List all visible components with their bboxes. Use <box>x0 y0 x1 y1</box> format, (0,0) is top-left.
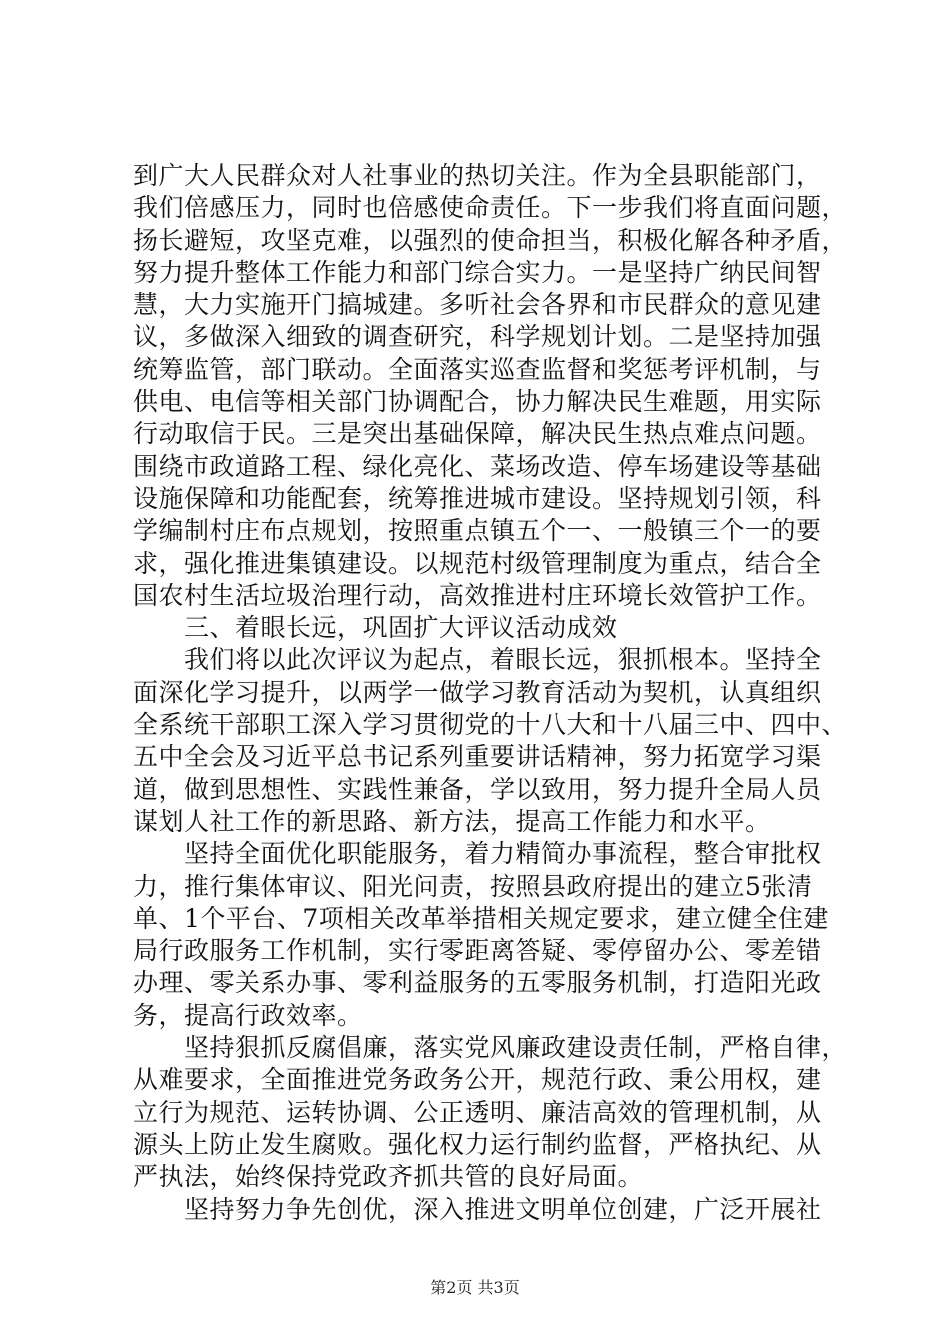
text-line: 设施保障和功能配套，统筹推进城市建设。坚持规划引领，科 <box>133 483 822 513</box>
text-line: 到广大人民群众对人社事业的热切关注。作为全县职能部门， <box>133 161 822 190</box>
page-footer: 第2页 共3页 <box>430 1278 520 1297</box>
text-line: 扬长避短，攻坚克难，以强烈的使命担当，积极化解各种矛盾， <box>133 225 848 255</box>
text-line: 力，推行集体审议、阳光问责，按照县政府提出的建立5张清 <box>133 871 813 901</box>
text-line: 议，多做深入细致的调查研究，科学规划计划。二是坚持加强 <box>133 322 822 352</box>
text-line: 国农村生活垃圾治理行动，高效推进村庄环境长效管护工作。 <box>133 580 822 610</box>
text-line: 行动取信于民。三是突出基础保障，解决民生热点难点问题。 <box>133 419 822 449</box>
text-line: 我们将以此次评议为起点，着眼长远，狠抓根本。坚持全 <box>133 645 822 675</box>
text-line: 源头上防止发生腐败。强化权力运行制约监督，严格执纪、从 <box>133 1129 822 1159</box>
text-line: 坚持努力争先创优，深入推进文明单位创建，广泛开展社 <box>133 1194 822 1224</box>
text-line: 我们倍感压力，同时也倍感使命责任。下一步我们将直面问题， <box>133 193 848 223</box>
text-line: 道，做到思想性、实践性兼备，学以致用，努力提升全局人员 <box>133 774 822 804</box>
text-line: 局行政服务工作机制，实行零距离答疑、零停留办公、零差错 <box>133 936 822 966</box>
text-line: 坚持全面优化职能服务，着力精简办事流程，整合审批权 <box>133 839 822 869</box>
text-line: 务，提高行政效率。 <box>133 1000 363 1030</box>
text-line: 努力提升整体工作能力和部门综合实力。一是坚持广纳民间智 <box>133 257 822 287</box>
text-line: 严执法，始终保持党政齐抓共管的良好局面。 <box>133 1162 644 1192</box>
text-line: 求，强化推进集镇建设。以规范村级管理制度为重点，结合全 <box>133 548 822 578</box>
text-line: 办理、零关系办事、零利益服务的五零服务机制，打造阳光政 <box>133 968 822 998</box>
text-line: 面深化学习提升，以两学一做学习教育活动为契机，认真组织 <box>133 677 822 707</box>
text-line: 单、1个平台、7项相关改革举措相关规定要求，建立健全住建 <box>133 903 829 933</box>
text-line: 谋划人社工作的新思路、新方法，提高工作能力和水平。 <box>133 806 771 836</box>
body-text <box>133 160 848 1226</box>
text-line: 全系统干部职工深入学习贯彻党的十八大和十八届三中、四中、 <box>133 710 848 740</box>
text-line: 立行为规范、运转协调、公正透明、廉洁高效的管理机制，从 <box>133 1097 822 1127</box>
text-line: 从难要求，全面推进党务政务公开，规范行政、秉公用权，建 <box>133 1065 822 1095</box>
text-line: 五中全会及习近平总书记系列重要讲话精神，努力拓宽学习渠 <box>133 742 822 772</box>
text-line: 坚持狠抓反腐倡廉，落实党风廉政建设责任制，严格自律， <box>133 1033 848 1063</box>
text-line: 三、着眼长远，巩固扩大评议活动成效 <box>133 613 618 643</box>
text-line: 慧，大力实施开门搞城建。多听社会各界和市民群众的意见建 <box>133 290 822 320</box>
text-line: 学编制村庄布点规划，按照重点镇五个一、一般镇三个一的要 <box>133 516 822 546</box>
text-line: 围绕市政道路工程、绿化亮化、菜场改造、停车场建设等基础 <box>133 451 822 481</box>
text-line: 统筹监管，部门联动。全面落实巡查监督和奖惩考评机制，与 <box>133 354 822 384</box>
text-line: 供电、电信等相关部门协调配合，协力解决民生难题，用实际 <box>133 387 822 417</box>
